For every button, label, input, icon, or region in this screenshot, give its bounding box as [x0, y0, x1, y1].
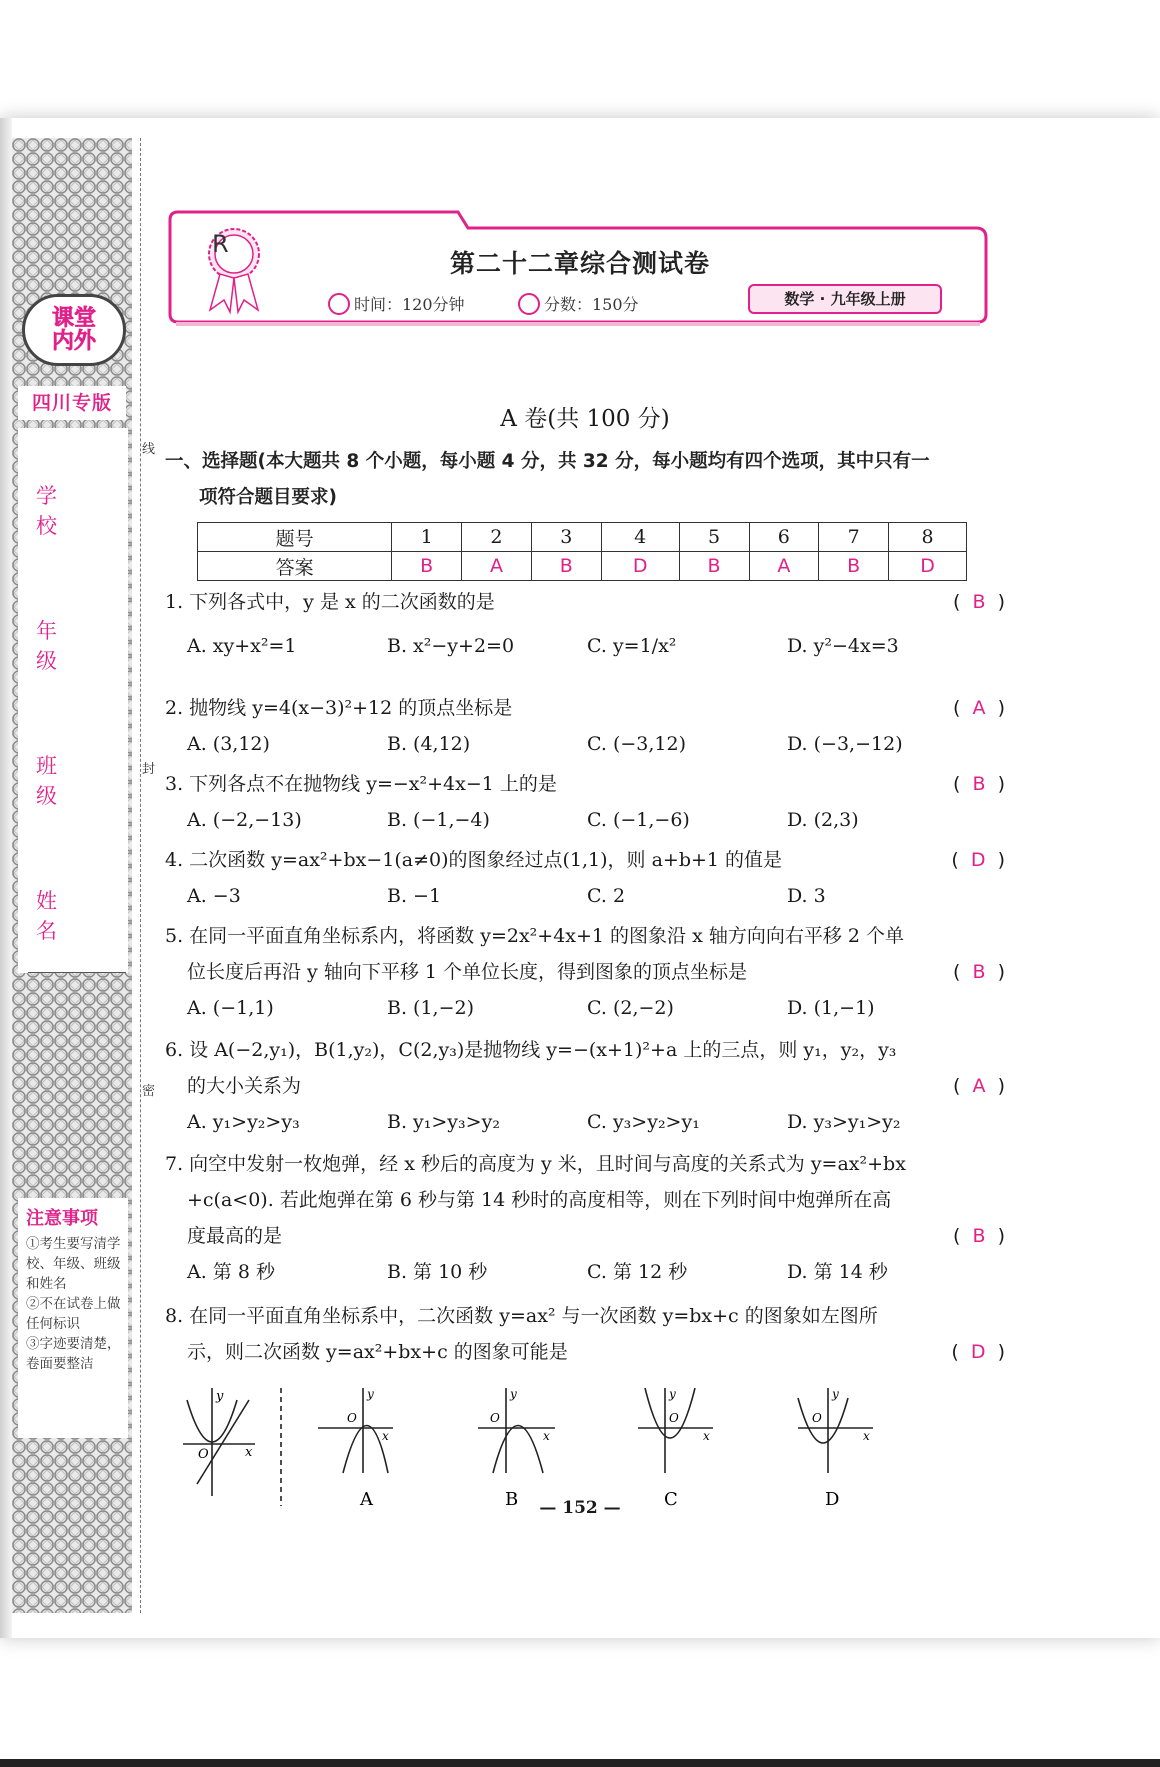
- brand-line-1: 课堂: [51, 306, 96, 331]
- option-label-d: D: [825, 1489, 840, 1510]
- time-text: 时间：120分钟: [354, 295, 465, 314]
- answer-cell[interactable]: D: [889, 552, 967, 581]
- option: A. −3: [187, 885, 241, 907]
- question-6: 6. 设 A(−2,y₁)，B(1,y₂)，C(2,y₃)是抛物线 y=−(x+1)²+a 上的三点，则 y₁，y₂，y₃ 的大小关系为 ( A ) A. y₁>y₂>y₃ B. y₁>y₃>y₂ C. y₃>y₂>y₁ D. y₃>y₁>y₂: [165, 1032, 1005, 1140]
- question-stem: 1. 下列各式中，y 是 x 的二次函数的是: [165, 591, 495, 613]
- axis-label-x: x: [245, 1445, 253, 1460]
- school-field[interactable]: [18, 428, 128, 568]
- brand-logo: [18, 288, 126, 368]
- answer-key: B: [972, 591, 986, 613]
- origin-label: O: [812, 1411, 822, 1425]
- question-stem: +c(a<0). 若此炮弹在第 6 秒与第 14 秒时的高度相等，则在下列时间中炮弹所在高: [187, 1189, 892, 1211]
- brand-line-2: 内外: [51, 329, 96, 354]
- table-header-cell: 答案: [198, 552, 392, 581]
- answer-cell[interactable]: B: [392, 552, 462, 581]
- table-cell: 1: [392, 523, 462, 552]
- option-label-c: C: [664, 1489, 678, 1510]
- exam-header: [168, 210, 992, 328]
- name-field[interactable]: [18, 833, 128, 973]
- question-5: 5. 在同一平面直角坐标系内，将函数 y=2x²+4x+1 的图象沿 x 轴方向向右平移 2 个单 位长度后再沿 y 轴向下平移 1 个单位长度，得到图象的顶点坐标是 ( B ) A. (−1,1) B. (1,−2) C. (2,−2) D. (1,−1): [165, 918, 1005, 1026]
- answer-key: B: [972, 773, 986, 795]
- option: C. 第 12 秒: [587, 1261, 688, 1283]
- question-3: 3. 下列各点不在抛物线 y=−x²+4x−1 上的是 ( B ) A. (−2,−13) B. (−1,−4) C. (−1,−6) D. (2,3): [165, 766, 1005, 838]
- page-number: — 152 —: [539, 1498, 621, 1518]
- sidebar: [12, 138, 132, 1613]
- question-7: 7. 向空中发射一枚炮弹，经 x 秒后的高度为 y 米，且时间与高度的关系式为 y=ax²+bx +c(a<0). 若此炮弹在第 6 秒与第 14 秒时的高度相等，则在下列时间中炮弹所在高 度最高的是 ( B ) A. 第 8 秒 B. 第 10 秒 C. 第 12 秒 D. 第 14 秒: [165, 1146, 1005, 1290]
- option: A. (−1,1): [187, 997, 274, 1019]
- time-info: [328, 292, 465, 315]
- origin-label: O: [198, 1447, 209, 1462]
- screen-bottom-bar: [0, 1759, 1160, 1767]
- section-title: A 卷(共 100 分): [500, 406, 670, 432]
- score-info: [518, 292, 639, 315]
- option: B. (4,12): [387, 733, 471, 755]
- option: C. y=1/x²: [587, 635, 677, 657]
- grade-field[interactable]: [18, 563, 128, 703]
- question-stem: 8. 在同一平面直角坐标系中，二次函数 y=ax² 与一次函数 y=bx+c 的图象如左图所: [165, 1305, 878, 1327]
- answer-cell[interactable]: B: [531, 552, 601, 581]
- table-cell: 4: [601, 523, 679, 552]
- answer-cell[interactable]: A: [462, 552, 532, 581]
- question-stem: 6. 设 A(−2,y₁)，B(1,y₂)，C(2,y₃)是抛物线 y=−(x+1)²+a 上的三点，则 y₁，y₂，y₃: [165, 1039, 897, 1061]
- edition-label: 四川专版: [18, 386, 126, 420]
- note-item: ①考生要写清学校、年级、班级和姓名: [26, 1236, 121, 1292]
- option: C. y₃>y₂>y₁: [587, 1111, 700, 1133]
- question-stem: 3. 下列各点不在抛物线 y=−x²+4x−1 上的是: [165, 773, 557, 795]
- axis-label-x: x: [382, 1429, 389, 1443]
- subject-badge: 数学 · 九年级上册: [748, 284, 942, 314]
- question-stem: 4. 二次函数 y=ax²+bx−1(a≠0)的图象经过点(1,1)，则 a+b+1 的值是: [165, 849, 783, 871]
- option: B. (−1,−4): [387, 809, 490, 831]
- question-1: 1. 下列各式中，y 是 x 的二次函数的是 ( B ) A. xy+x²=1 B. x²−y+2=0 C. y=1/x² D. y²−4x=3: [165, 584, 1005, 664]
- option: D. y²−4x=3: [787, 635, 899, 657]
- table-header-cell: 题号: [198, 523, 392, 552]
- option: C. (2,−2): [587, 997, 674, 1019]
- table-cell: 2: [462, 523, 532, 552]
- origin-label: O: [490, 1411, 500, 1425]
- option: B. y₁>y₃>y₂: [387, 1111, 500, 1133]
- exam-title: 第二十二章综合测试卷: [449, 249, 710, 278]
- question-stem: 2. 抛物线 y=4(x−3)²+12 的顶点坐标是: [165, 697, 513, 719]
- question-4: 4. 二次函数 y=ax²+bx−1(a≠0)的图象经过点(1,1)，则 a+b+1 的值是 ( D ) A. −3 B. −1 C. 2 D. 3: [165, 842, 1005, 914]
- option: D. 第 14 秒: [787, 1261, 888, 1283]
- table-row: [198, 552, 967, 581]
- class-field[interactable]: [18, 698, 128, 838]
- answer-cell[interactable]: B: [819, 552, 889, 581]
- exam-page: [0, 118, 1160, 1638]
- table-cell: 3: [531, 523, 601, 552]
- option: D. (1,−1): [787, 997, 875, 1019]
- axis-label-y: y: [832, 1388, 839, 1401]
- option: C. (−1,−6): [587, 809, 690, 831]
- option: A. (3,12): [187, 733, 270, 755]
- answer-key: B: [972, 1225, 986, 1247]
- question-stem: 位长度后再沿 y 轴向下平移 1 个单位长度，得到图象的顶点坐标是: [187, 961, 747, 983]
- axis-label-y: y: [216, 1389, 224, 1404]
- option-label-a: A: [360, 1489, 373, 1510]
- axis-label-y: y: [510, 1388, 517, 1401]
- logo-letter: R: [212, 230, 229, 258]
- school-label: 学 校: [36, 484, 77, 538]
- answer-table: [197, 522, 967, 581]
- question-stem: 示，则二次函数 y=ax²+bx+c 的图象可能是: [187, 1341, 568, 1363]
- cut-mark: 线: [142, 442, 156, 457]
- cut-mark: 封: [142, 762, 156, 777]
- option: D. (2,3): [787, 809, 859, 831]
- table-cell: 7: [819, 523, 889, 552]
- answer-key: D: [970, 1341, 986, 1363]
- option: B. −1: [387, 885, 442, 907]
- option: D. y₃>y₁>y₂: [787, 1111, 901, 1133]
- table-row: [198, 523, 967, 552]
- page-edge: [0, 118, 12, 1638]
- answer-key: D: [970, 849, 986, 871]
- table-cell: 6: [749, 523, 819, 552]
- axis-label-y: y: [367, 1388, 374, 1401]
- option: D. 3: [787, 885, 826, 907]
- instruction-line: 项符合题目要求): [199, 487, 337, 508]
- table-cell: 5: [679, 523, 749, 552]
- question-stem: 5. 在同一平面直角坐标系内，将函数 y=2x²+4x+1 的图象沿 x 轴方向向右平移 2 个单: [165, 925, 905, 947]
- answer-cell[interactable]: B: [679, 552, 749, 581]
- cut-line: [140, 138, 141, 1613]
- answer-cell[interactable]: A: [749, 552, 819, 581]
- option: B. 第 10 秒: [387, 1261, 488, 1283]
- question-2: 2. 抛物线 y=4(x−3)²+12 的顶点坐标是 ( A ) A. (3,12) B. (4,12) C. (−3,12) D. (−3,−12): [165, 690, 1005, 762]
- axis-label-x: x: [543, 1429, 550, 1443]
- option: A. (−2,−13): [187, 809, 302, 831]
- option: B. (1,−2): [387, 997, 475, 1019]
- axis-label-y: y: [669, 1388, 676, 1401]
- option: A. 第 8 秒: [187, 1261, 275, 1283]
- notes-title: 注意事项: [26, 1208, 98, 1229]
- grade-label: 年 级: [36, 619, 77, 673]
- answer-key: B: [972, 961, 986, 983]
- option: C. (−3,12): [587, 733, 686, 755]
- question-stem: 度最高的是: [187, 1225, 283, 1247]
- answer-key: A: [972, 697, 986, 719]
- instructions: [165, 444, 1005, 516]
- name-label: 姓 名: [36, 889, 77, 943]
- note-item: ③字迹要清楚，卷面要整洁: [26, 1336, 121, 1372]
- hourglass-icon: [328, 293, 350, 315]
- table-cell: 8: [889, 523, 967, 552]
- option: C. 2: [587, 885, 626, 907]
- answer-key: A: [972, 1075, 986, 1097]
- answer-cell[interactable]: D: [601, 552, 679, 581]
- origin-label: O: [347, 1411, 357, 1425]
- class-label: 班 级: [36, 754, 77, 808]
- axis-label-x: x: [703, 1429, 710, 1443]
- option: A. xy+x²=1: [187, 635, 297, 657]
- origin-label: O: [669, 1411, 679, 1425]
- option: D. (−3,−12): [787, 733, 903, 755]
- cut-mark: 密: [142, 1084, 156, 1099]
- option: A. y₁>y₂>y₃: [187, 1111, 300, 1133]
- option-label-b: B: [505, 1489, 519, 1510]
- option: B. x²−y+2=0: [387, 635, 515, 657]
- question-stem: 7. 向空中发射一枚炮弹，经 x 秒后的高度为 y 米，且时间与高度的关系式为 y=ax²+bx: [165, 1153, 906, 1175]
- axis-label-x: x: [863, 1429, 870, 1443]
- question-stem: 的大小关系为: [187, 1075, 302, 1097]
- note-item: ②不在试卷上做任何标识: [26, 1296, 121, 1332]
- notes-box: [18, 1198, 128, 1438]
- check-icon: [518, 293, 540, 315]
- score-text: 分数：150分: [544, 295, 639, 314]
- question-8: 8. 在同一平面直角坐标系中，二次函数 y=ax² 与一次函数 y=bx+c 的图象如左图所 示，则二次函数 y=ax²+bx+c 的图象可能是 ( D ): [165, 1298, 1005, 1370]
- instruction-line: 一、选择题(本大题共 8 个小题，每小题 4 分，共 32 分，每小题均有四个选项，其中只有一: [165, 451, 930, 472]
